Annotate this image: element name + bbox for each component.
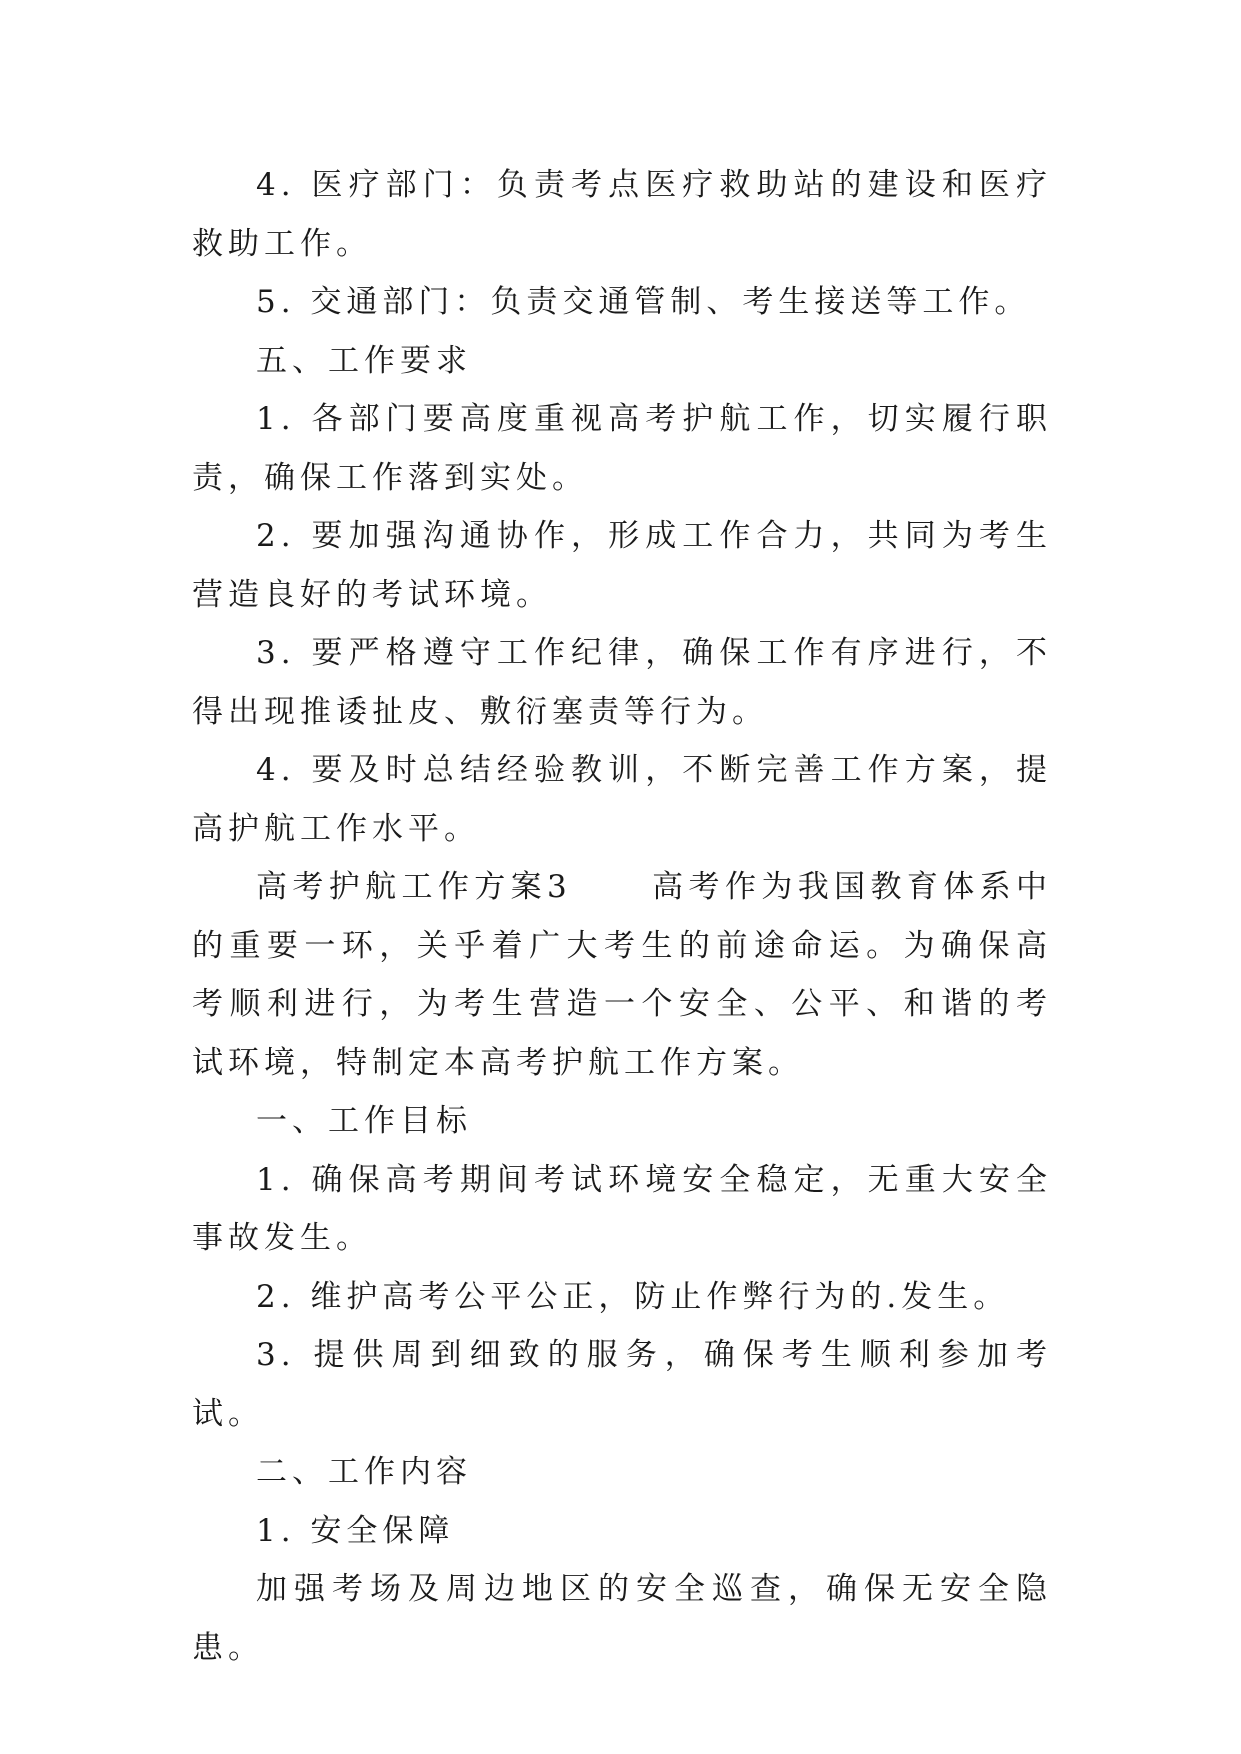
heading-work-content: 二、工作内容: [256, 1454, 472, 1490]
document-body: [192, 156, 1052, 1677]
paragraph-traffic-dept: 5. 交通部门：负责交通管制、考生接送等工作。: [256, 284, 1031, 320]
heading-work-goals: 一、工作目标: [256, 1103, 472, 1139]
plan-3-title: 高考护航工作方案3: [256, 869, 572, 905]
paragraph-goal-2: 2. 维护高考公平公正，防止作弊行为的.发生。: [256, 1278, 1010, 1315]
paragraph-requirement-4: 4. 要及时总结经验教训，不断完善工作方案，提高护航工作水平。: [192, 752, 1052, 847]
paragraph-plan-3-intro: [192, 858, 1052, 1092]
paragraph-safety-patrol: 加强考场及周边地区的安全巡查，确保无安全隐患。: [192, 1571, 1052, 1666]
heading-work-requirements: 五、工作要求: [256, 342, 472, 379]
paragraph-goal-3: 3. 提供周到细致的服务，确保考生顺利参加考试。: [192, 1337, 1052, 1432]
paragraph-requirement-1: 1. 各部门要高度重视高考护航工作，切实履行职责，确保工作落到实处。: [192, 401, 1052, 496]
paragraph-medical-dept: 4. 医疗部门：负责考点医疗救助站的建设和医疗救助工作。: [192, 167, 1052, 262]
paragraph-requirement-2: 2. 要加强沟通协作，形成工作合力，共同为考生营造良好的考试环境。: [192, 518, 1052, 613]
paragraph-requirement-3: 3. 要严格遵守工作纪律，确保工作有序进行，不得出现推诿扯皮、敷衍塞责等行为。: [192, 635, 1052, 730]
subheading-safety: 1. 安全保障: [256, 1512, 455, 1549]
plan-3-intro-text: 高考作为我国教育体系中的重要一环，关乎着广大考生的前途命运。为确保高考顺利进行，为考生营造一个安全、公平、和谐的考试环境，特制定本高考护航工作方案。: [192, 869, 1053, 1081]
paragraph-goal-1: 1. 确保高考期间考试环境安全稳定，无重大安全事故发生。: [192, 1161, 1052, 1256]
